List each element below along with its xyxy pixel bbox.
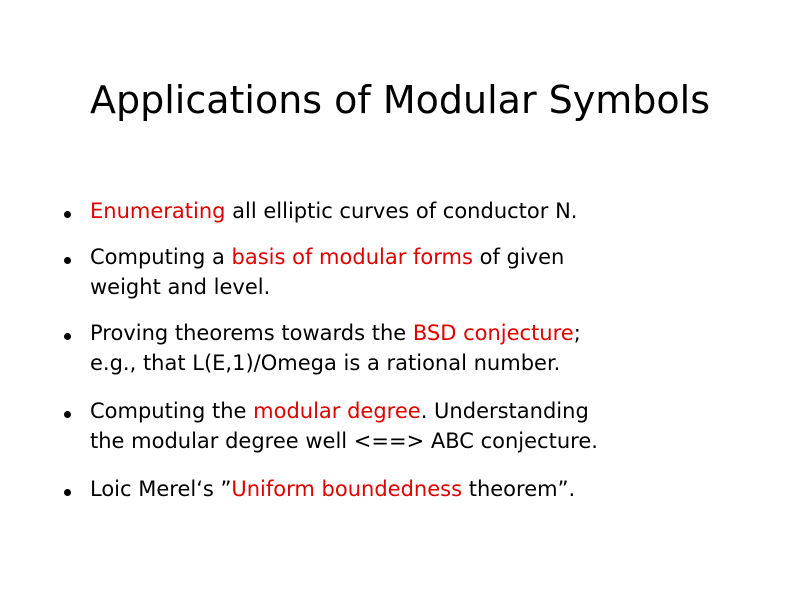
bullet-line <box>90 474 750 504</box>
bullet-text <box>90 474 750 504</box>
text-segment: Computing a <box>90 245 232 269</box>
bullet-dot-icon <box>64 489 71 496</box>
bullet-line <box>90 426 750 456</box>
text-segment: theorem”. <box>462 477 576 501</box>
bullet-line <box>90 242 750 272</box>
highlighted-term: BSD conjecture <box>412 321 574 345</box>
text-segment: all elliptic curves of conductor N. <box>225 199 578 223</box>
text-segment: Proving theorems towards the <box>90 321 413 345</box>
text-segment: . Understanding <box>420 399 589 423</box>
bullet-line <box>90 196 750 226</box>
highlighted-term: Enumerating <box>90 199 226 223</box>
bullet-dot-icon <box>64 257 71 264</box>
bullet-line <box>90 318 750 348</box>
bullet-text <box>90 318 750 378</box>
bullet-line <box>90 348 750 378</box>
highlighted-term: modular degree <box>253 399 421 423</box>
bullet-text <box>90 242 750 302</box>
text-segment: Computing the <box>90 399 254 423</box>
text-segment: ; <box>573 321 581 345</box>
text-segment: of given <box>472 245 565 269</box>
text-segment: e.g., that L(E,1)/Omega is a rational number. <box>90 351 561 375</box>
bullet-dot-icon <box>64 333 71 340</box>
bullet-text <box>90 396 750 456</box>
text-segment: the modular degree well <==> ABC conjecture. <box>90 429 598 453</box>
bullet-text <box>90 196 750 226</box>
bullet-line <box>90 396 750 426</box>
bullet-dot-icon <box>64 411 71 418</box>
text-segment: weight and level. <box>90 275 271 299</box>
bullet-dot-icon <box>64 211 71 218</box>
bullet-line <box>90 272 750 302</box>
highlighted-term: basis of modular forms <box>231 245 473 269</box>
text-segment: Loic Merel‘s ” <box>90 477 232 501</box>
highlighted-term: Uniform boundedness <box>231 477 463 501</box>
slide-title: Applications of Modular Symbols <box>89 78 711 122</box>
